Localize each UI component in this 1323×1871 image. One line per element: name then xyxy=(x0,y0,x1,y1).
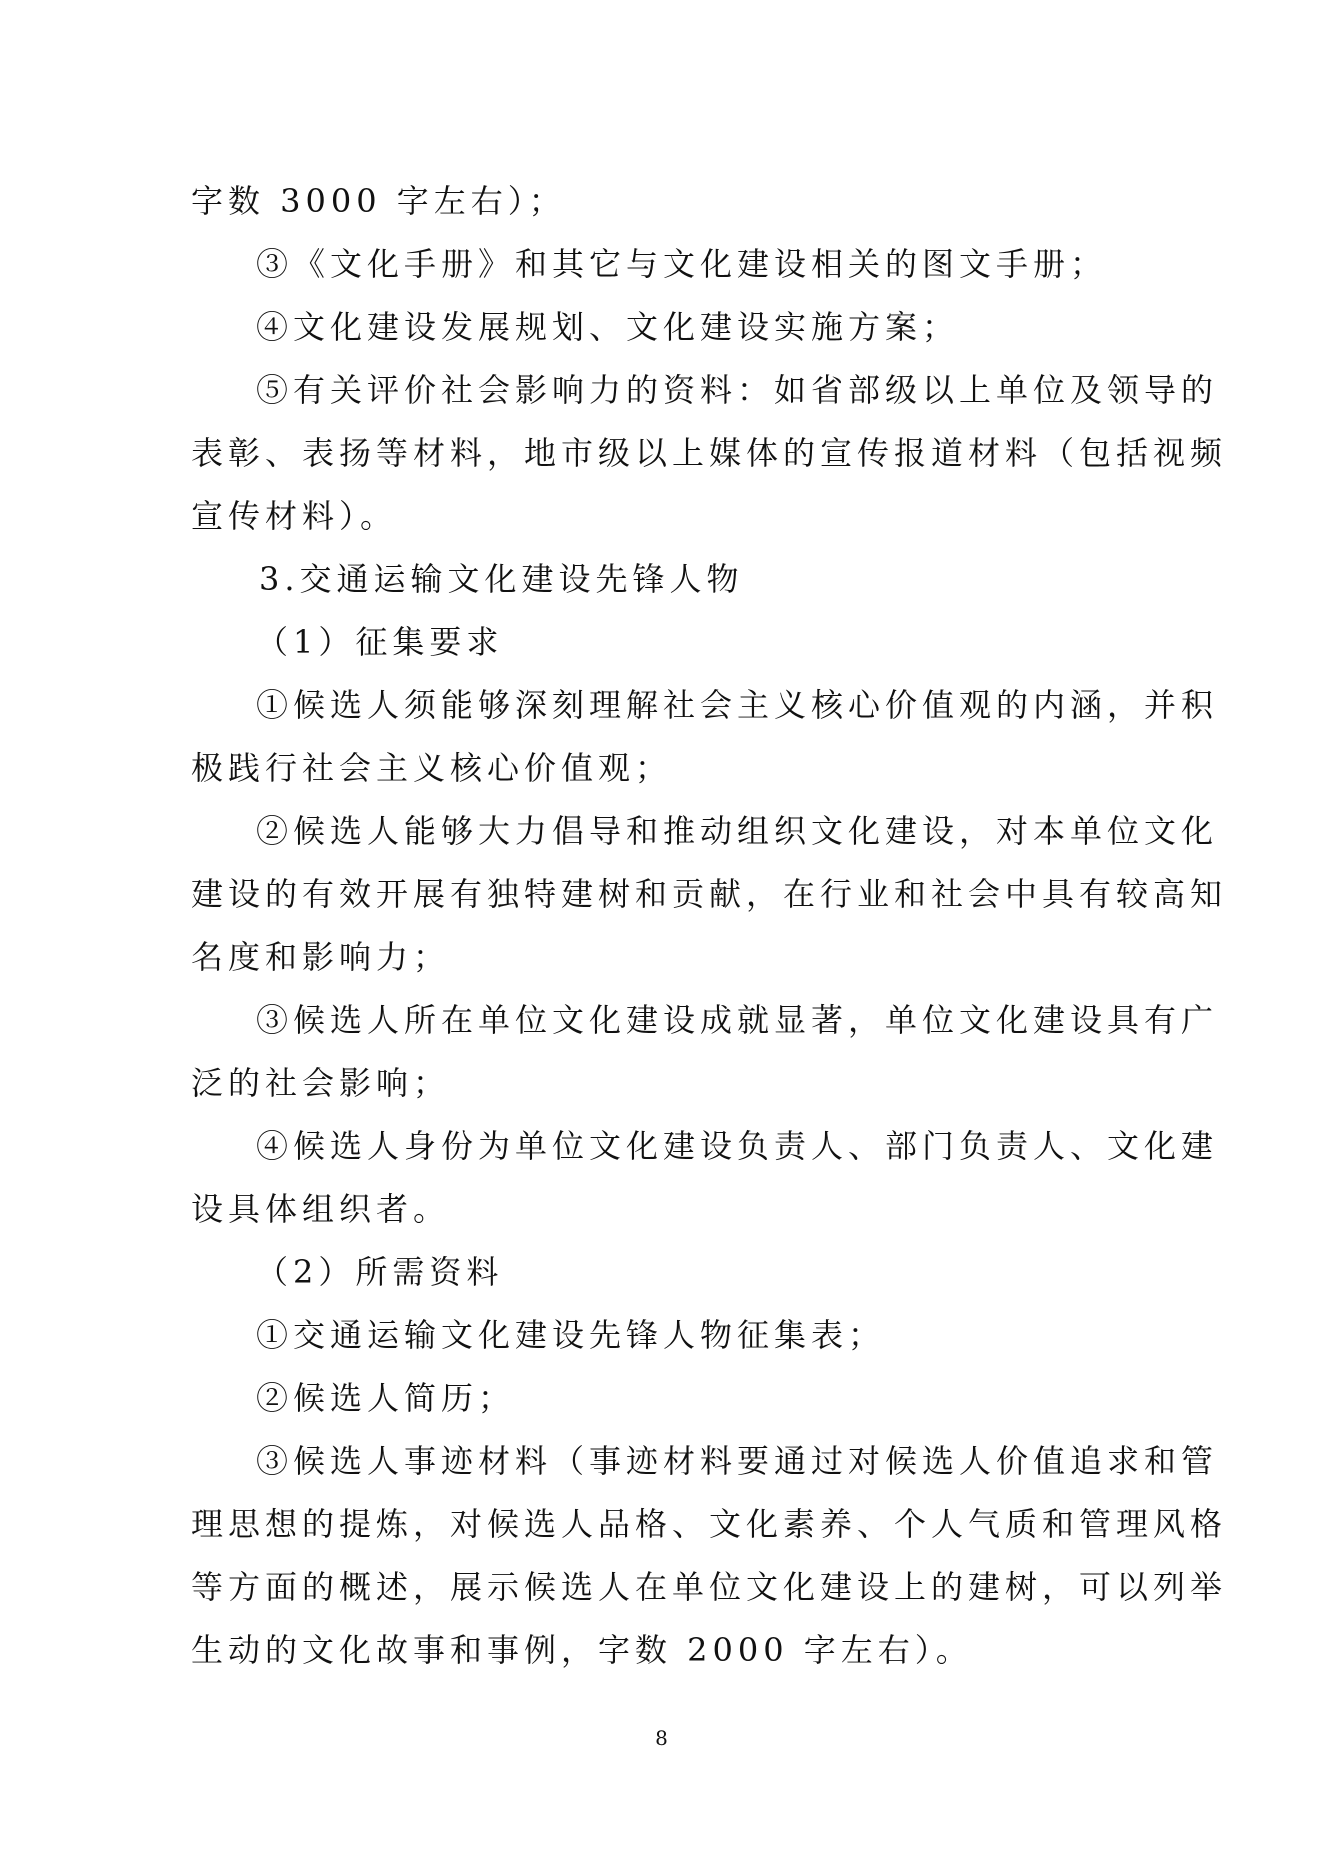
list-item-line: ③候选人事迹材料（事迹材料要通过对候选人价值追求和管 xyxy=(256,1442,1219,1480)
list-item-line: ①候选人须能够深刻理解社会主义核心价值观的内涵，并积 xyxy=(256,686,1219,724)
list-item-line: ①交通运输文化建设先锋人物征集表； xyxy=(256,1316,886,1354)
list-item-line: ④文化建设发展规划、文化建设实施方案； xyxy=(256,308,960,346)
subsection-heading: （2）所需资料 xyxy=(256,1253,504,1291)
text-line: 生动的文化故事和事例，字数 2000 字左右）。 xyxy=(191,1631,973,1669)
text-line: 表彰、表扬等材料，地市级以上媒体的宣传报道材料（包括视频 xyxy=(191,434,1228,472)
text-line: 建设的有效开展有独特建树和贡献，在行业和社会中具有较高知 xyxy=(191,875,1228,913)
page-number: 8 xyxy=(655,1726,668,1750)
list-item-line: ②候选人简历； xyxy=(256,1379,516,1417)
list-item-line: ④候选人身份为单位文化建设负责人、部门负责人、文化建 xyxy=(256,1127,1219,1165)
text-line: 字数 3000 字左右）； xyxy=(191,182,566,220)
text-line: 名度和影响力； xyxy=(191,938,451,976)
text-line: 等方面的概述，展示候选人在单位文化建设上的建树，可以列举 xyxy=(191,1568,1228,1606)
text-line: 泛的社会影响； xyxy=(191,1064,451,1102)
list-item-line: ②候选人能够大力倡导和推动组织文化建设，对本单位文化 xyxy=(256,812,1219,850)
list-item-line: ⑤有关评价社会影响力的资料：如省部级以上单位及领导的 xyxy=(256,371,1219,409)
list-item-line: ③候选人所在单位文化建设成就显著，单位文化建设具有广 xyxy=(256,1001,1219,1039)
text-line: 宣传材料）。 xyxy=(191,497,398,535)
list-item-line: ③《文化手册》和其它与文化建设相关的图文手册； xyxy=(256,245,1108,283)
text-line: 设具体组织者。 xyxy=(191,1190,451,1228)
text-line: 极践行社会主义核心价值观； xyxy=(191,749,673,787)
section-heading: 3.交通运输文化建设先锋人物 xyxy=(259,560,744,598)
subsection-heading: （1）征集要求 xyxy=(256,623,504,661)
text-line: 理思想的提炼，对候选人品格、文化素养、个人气质和管理风格 xyxy=(191,1505,1228,1543)
